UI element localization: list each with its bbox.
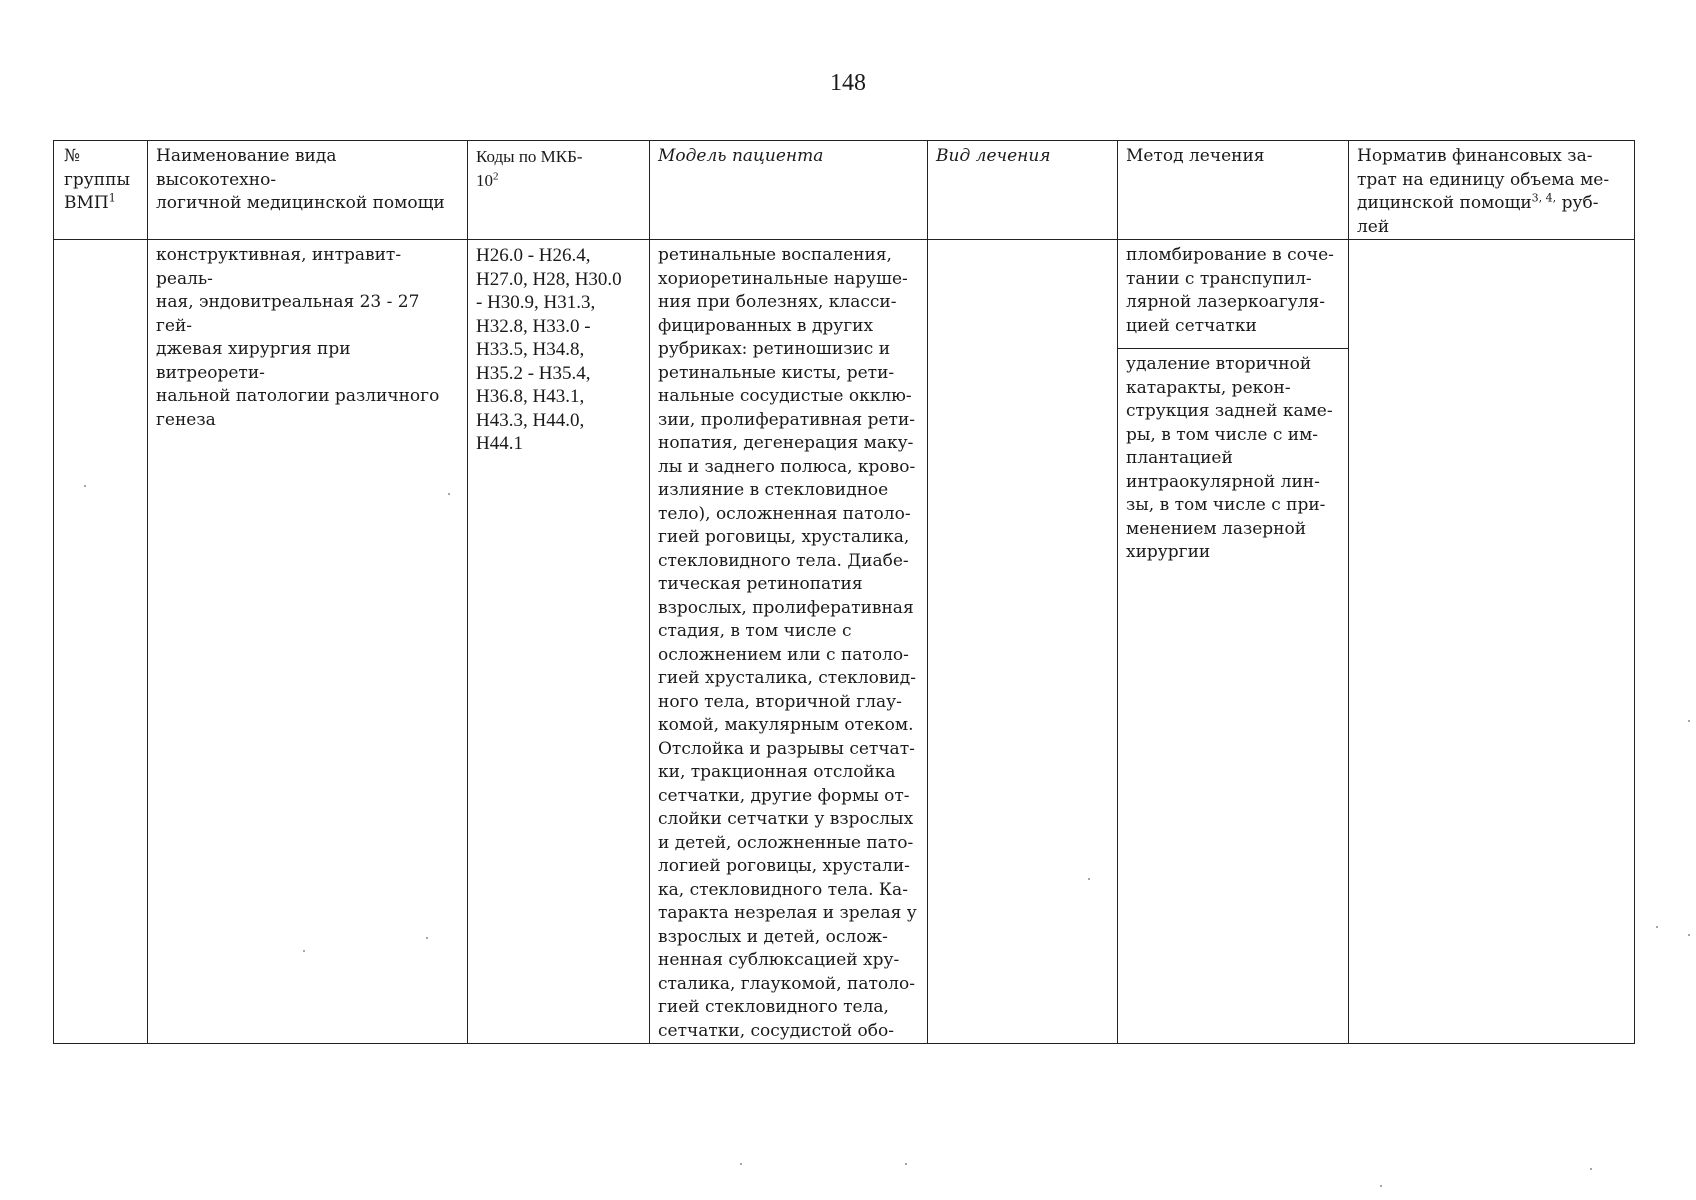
cell-norm <box>1349 240 1635 1044</box>
header-codes-footnote: 2 <box>493 169 499 182</box>
header-patient-model-label: Модель пациента <box>658 146 824 166</box>
scan-speck <box>905 1163 907 1165</box>
scan-speck <box>1688 720 1690 722</box>
cell-codes-text: H26.0 - H26.4, H27.0, H28, H30.0 - H30.9, H31.3, H32.8, H33.0 - H33.5, H34.8, H35.2 - H35.4, H36.8, H43.1, H43.3, H44.0, H44.1 <box>476 245 622 454</box>
header-norm-label: Норматив финансовых за- трат на единицу объема ме- дицинской помощи <box>1357 146 1610 213</box>
header-group-number-footnote: 1 <box>108 191 116 205</box>
table-row <box>54 240 1635 1044</box>
cell-treatment-type <box>928 240 1118 1044</box>
cell-patient-model-text: ретинальные воспаления, хориоретинальные наруше- ния при болезнях, класси- фицированных в других рубриках: ретиношизис и ретинальные кисты, рети- нальные сосудистые окклю- зии, пролиферативная рети- нопатия, дегенерация маку- лы и заднего полюса, крово- излияние в стекловидное тело), осложненная патоло- гией роговицы, хрусталика, стекловидного тела. Диабе- тическая ретинопатия взрослых, пролиферативная стадия, в том числе с осложнением или с патоло- гией хрусталика, стекловид- ного тела, вторичной глау- комой, макулярным отеком. Отслойка и разрывы сетчат- ки, тракционная отслойка сетчатки, другие формы от- слойки сетчатки у взрослых и детей, осложненные пато- логией роговицы, хрустали- ка, стекловидного тела. Ка- таракта незрелая и зрелая у взрослых и детей, ослож- ненная сублюксацией хру- сталика, глаукомой, патоло- гией стекловидного тела, сетчатки, сосудистой обо- <box>658 245 917 1041</box>
scan-speck <box>1688 934 1690 936</box>
header-treatment-method <box>1118 141 1349 240</box>
header-treatment-type <box>928 141 1118 240</box>
header-name <box>148 141 468 240</box>
header-treatment-method-label: Метод лечения <box>1126 146 1265 166</box>
header-norm-tail: руб- лей <box>1357 193 1599 237</box>
vmp-table <box>53 140 1635 1044</box>
header-codes-label: Коды по МКБ- 10 <box>476 147 583 190</box>
header-patient-model <box>650 141 928 240</box>
scan-speck <box>448 493 450 495</box>
cell-group-number <box>54 240 148 1044</box>
cell-patient-model <box>650 240 928 1044</box>
header-treatment-type-label: Вид лечения <box>936 146 1051 166</box>
cell-name-text: конструктивная, интравит- реаль- ная, эндовитреальная 23 - 27 гей- джевая хирургия при витреорети- нальной патологии различного генеза <box>156 245 440 430</box>
cell-treatment-method <box>1118 240 1349 1044</box>
scan-speck <box>1088 878 1090 880</box>
cell-method-1: пломбирование в соче- тании с транспупил- лярной лазеркоагуля- цией сетчатки <box>1118 240 1348 349</box>
scan-speck <box>84 485 86 487</box>
header-norm <box>1349 141 1635 240</box>
cell-method-2: удаление вторичной катаракты, рекон- струкция задней каме- ры, в том числе с им- плантацией интраокулярной лин- зы, в том числе с при- менением лазерной хирургии <box>1126 354 1333 562</box>
scan-speck <box>1590 1168 1592 1170</box>
header-codes <box>468 141 650 240</box>
scan-speck <box>1380 1185 1382 1187</box>
header-norm-footnote: 3, 4, <box>1531 191 1557 205</box>
cell-codes <box>468 240 650 1044</box>
cell-name <box>148 240 468 1044</box>
scan-speck <box>1656 926 1658 928</box>
scan-speck <box>426 937 428 939</box>
header-group-number-label: № группы ВМП <box>64 146 130 213</box>
header-name-label: Наименование вида высокотехно- логичной медицинской помощи <box>156 146 445 213</box>
scan-speck <box>303 950 305 952</box>
page-number: 148 <box>830 70 866 96</box>
header-group-number <box>54 141 148 240</box>
table-header-row <box>54 141 1635 240</box>
scan-speck <box>740 1163 742 1165</box>
